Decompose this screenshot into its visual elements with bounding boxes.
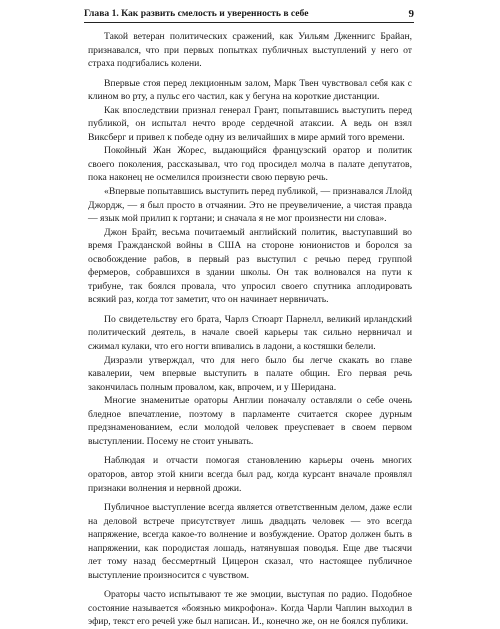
body-text	[88, 30, 412, 629]
paragraph: Ораторы часто испытывают те же эмоции, выступая по радио. Подобное состояние называется «боязнью микрофона». Когда Чарли Чаплин выходил в эфир, текст его речей уже был написан. И., конечно же, он не боялся публики.	[88, 589, 412, 628]
paragraph: Впервые стоя перед лекционным залом, Марк Твен чувствовал себя как с клином во рту, а пульс его частил, как у бегуна на короткие дистанции.	[88, 77, 412, 103]
paragraph: Такой ветеран политических сражений, как Уильям Дженнигс Брайан, признавался, что при первых попытках публичных выступлений у него от страха подгибались колени.	[88, 31, 412, 70]
paragraph: «Впервые попытавшись выступить перед публикой, — признавался Ллойд Джордж, — я был просто в отчаянии. Это не преувеличение, а чистая правда — язык мой прилип к гортани; и сначала я не мог произнести ни слова».	[88, 186, 412, 225]
paragraph: Как впоследствии признал генерал Грант, попытавшись выступить перед публикой, он испытал нечто вроде сердечной атаксии. А ведь он взял Виксберг и привел к победе одну из величайших в мире армий того времени.	[88, 104, 412, 143]
running-header	[84, 8, 414, 23]
paragraph: Публичное выступление всегда является ответственным делом, даже если на деловой встрече присутствует лишь двадцать человек — это всегда напряжение, всегда какое-то волнение и возбуждение. Оратор должен быть в напряжении, как породистая лошадь, натянувшая поводья. Еще две тысячи лет тому назад бессмертный Цицерон сказал, что настоящее публичное выступление произносится с чувством.	[88, 502, 412, 581]
page-number: 9	[408, 8, 414, 20]
chapter-title: Глава 1. Как развить смелость и уверенность в себе	[84, 8, 309, 19]
paragraph: Джон Брайт, весьма почитаемый английский политик, выступавший во время Гражданской войны в США на стороне юнионистов и боролся за освобождение рабов, в первый раз выступил с речью перед группой фермеров, собравшихся в здании школы. Он так волновался на пути к трибуне, так боялся провала, что упросил своего спутника аплодировать всякий раз, когда тот заметит, что он начинает нервничать.	[88, 226, 412, 306]
paragraph: Покойный Жан Жорес, выдающийся французский оратор и политик своего поколения, рассказывал, что год просидел молча в палате депутатов, пока наконец не осмелился произнести свою первую речь.	[88, 145, 412, 184]
paragraph: Многие знаменитые ораторы Англии поначалу оставляли о себе очень бледное впечатление, поэтому в парламенте считается скорее дурным предзнаменованием, если молодой человек преуспевает в своем первом выступлении. Посему не стоит унывать.	[88, 395, 412, 447]
paragraph: Наблюдая и отчасти помогая становлению карьеры очень многих ораторов, автор этой книги всегда был рад, когда курсант вначале проявлял признаки волнения и нервной дрожи.	[88, 455, 412, 494]
paragraph: Дизраэли утверждал, что для него было бы легче скакать во главе кавалерии, чем впервые выступить в палате общин. Его первая речь закончилась полным провалом, как, впрочем, и у Шеридана.	[88, 354, 412, 393]
paragraph: По свидетельству его брата, Чарлз Стюарт Парнелл, великий ирландский политический деятель, в начале своей карьеры так сильно нервничал и сжимал кулаки, что его ногти впивались в ладони, а костяшки белели.	[88, 313, 412, 353]
